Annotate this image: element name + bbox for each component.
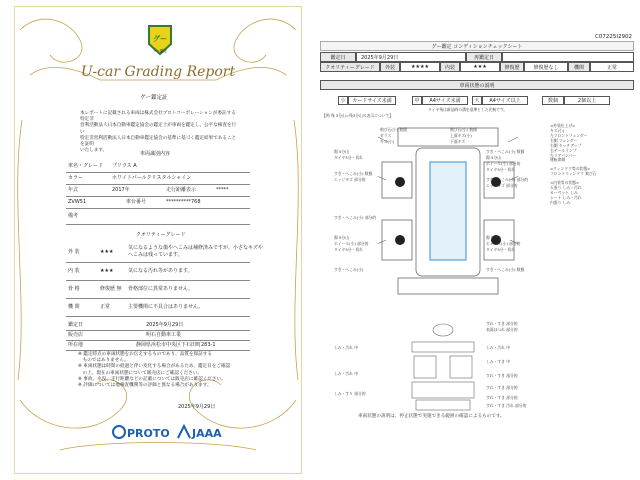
intro-line: 本レポートに記載される車両は株式会社プロトコーポレーションが委託する特定非 <box>80 111 236 123</box>
size-key: 小 <box>338 96 348 105</box>
mileage-label: 走行距離表示 <box>166 187 197 193</box>
footer-date: 2025年9月29日 <box>178 404 216 410</box>
callout: 傷 5分山 <box>486 235 502 240</box>
interior-callout: すれ・すき 部分的 <box>486 321 518 326</box>
note-line: ※ 事故、水没、走行距離などの記載については販売店に確認ください。 <box>78 376 226 382</box>
side-note: フロントウィンドウ 飛び石 <box>550 171 597 177</box>
quality-stars: ★★★ <box>100 249 114 255</box>
repair-value: 修復歴なし <box>524 62 568 72</box>
repair-label: 修復歴 <box>500 62 524 72</box>
model-value: ZVW51 <box>68 199 87 205</box>
callout: 上面キズ(小) <box>450 133 472 138</box>
callout: 傷 5分山 <box>334 149 350 154</box>
interior-callout: 表面ほつれ 部分的 <box>486 327 518 332</box>
interior-callout: すれ・すき 汚れ 部分的 <box>486 403 527 408</box>
quality-label: 機 関 <box>68 304 80 310</box>
side-notes <box>550 124 597 206</box>
callout: ホイール(小) 部分的 <box>334 241 369 246</box>
callout: すき・へこみ(小) 数個 <box>334 171 373 176</box>
grade-value: プリウス A <box>112 163 137 169</box>
exterior-stars: ★★★★ <box>400 62 440 72</box>
address-row <box>66 340 250 351</box>
size-value: 2個以上 <box>564 96 610 105</box>
note-line: ものではありません。 <box>78 358 129 364</box>
vehicle-row <box>66 208 250 225</box>
size-value: A4サイズ未満 <box>422 96 468 105</box>
callout: タイヤ5分・切れ <box>334 247 363 252</box>
year-label: 年式 <box>68 187 79 193</box>
callout: すき・へこみ(小) 部分的 <box>334 215 377 220</box>
note-line: ※ 評価については他検査機関等の評価と異なる場合があります。 <box>78 382 212 388</box>
callout: 傷 5分山 <box>486 155 502 160</box>
callout: すき・へこみ(小) 数個 <box>486 149 525 154</box>
legend-note: タイヤ残は新品時の溝を基準とした比較です。 <box>428 107 508 112</box>
side-note: 天張り しみ・汚れ <box>550 185 582 191</box>
quality-row-frame <box>66 280 250 299</box>
callout: タイヤ5分・切れ <box>486 167 515 172</box>
callout: 飛び石(小) 数個 <box>450 127 477 132</box>
interior-callout: しみ・汚れ 中 <box>486 345 510 350</box>
badge-label: グー鑑定 <box>153 49 167 53</box>
callout: 下面キズ <box>450 139 466 144</box>
interior-callout: しみ・すき 中 <box>486 359 510 364</box>
quality-text: 気になる汚れ等があります。 <box>128 268 193 274</box>
engine-value: 正常 <box>590 62 634 72</box>
condition-check-sheet <box>318 0 640 480</box>
side-note: 右側 フェンダー <box>550 137 578 143</box>
footer-note: 車両状態の説明は、停止状態で実施できる範囲の確認によるものです。 <box>358 414 505 419</box>
document-id: C07225I2902 <box>595 34 632 40</box>
quality-stars: 修復歴 無 <box>100 286 122 292</box>
legend-note: 【例 残 3分山=残3分山の表示について】 <box>322 113 394 118</box>
callout: 飛び石(小) 数個 <box>380 127 407 132</box>
interior-callout: すれ・すき 部分的 <box>486 385 518 390</box>
callout: エッジキズ 部分的 <box>486 183 518 188</box>
quality-row-exterior <box>66 242 263 263</box>
quality-stars: 正常 <box>100 304 111 310</box>
address-label: 所在地 <box>68 342 84 348</box>
quality-text: へこみは残っています。 <box>128 252 183 258</box>
car-interior-diagram <box>398 318 488 414</box>
svg-text:グー: グー <box>153 35 167 43</box>
side-note: 左リアバンパー <box>550 152 577 158</box>
interior-callout: しみ・汚れ 中 <box>334 345 358 350</box>
note-line: の上、現在の車両状態について販売店にご確認ください。 <box>78 370 202 376</box>
quality-text: 骨格部位に異常ありません。 <box>128 286 194 292</box>
callout: タイヤ5分・切れ <box>486 247 515 252</box>
certificate-title: グー鑑定証 <box>140 95 168 101</box>
exterior-label: 外装 <box>380 62 400 72</box>
side-note: キズ(小) <box>550 127 565 133</box>
proto-logo <box>112 424 172 444</box>
quality-label: 外 装 <box>68 249 80 255</box>
note-line: ※ 鑑定時点の車両状態をお伝えするものであり、品質を保証する <box>78 352 212 357</box>
date-value: 2025年9月29日 <box>356 52 466 62</box>
date-value: 2025年9月29日 <box>146 322 184 328</box>
quality-label: 内 装 <box>68 268 80 274</box>
quality-row-engine <box>66 298 250 317</box>
goo-badge <box>147 24 173 56</box>
engine-label: 機関 <box>568 62 590 72</box>
callout: すき・へこみ(小) 数個 <box>486 267 525 272</box>
size-key: 中 <box>412 96 422 105</box>
state-heading: 車両状態の説明 <box>320 80 634 90</box>
callout: ホイール(小) 部分的 <box>486 241 521 246</box>
size-value: A4サイズ以上 <box>482 96 528 105</box>
quality-heading: クオリティーグレード <box>136 232 186 238</box>
intro-line: いたします。 <box>80 148 108 154</box>
callout: ホイール(小) 部分的 <box>486 161 521 166</box>
note-line: ※ 車両状態は時間の経過と伴い変化する場合があるため、鑑定日をご確認 <box>78 364 231 370</box>
script-title: U-car Grading Report <box>80 64 236 80</box>
proto-logo-text: PROTO <box>127 427 170 440</box>
quality-row-interior <box>66 262 250 281</box>
interior-callout: しみ・汚れ 中 <box>334 371 358 376</box>
shop-value: 明石自動車工業 <box>146 332 182 338</box>
quality-label: クオリティーグレード <box>320 62 380 72</box>
size-key: 大 <box>472 96 482 105</box>
size-key: 数個 <box>542 96 564 105</box>
side-note: <内装等の状態> <box>550 180 580 186</box>
quality-text: 主要機関に不具合はありません。 <box>128 304 204 310</box>
side-note: <ウィンドウ等の状態> <box>550 166 591 172</box>
side-note: シート しみ・汚れ <box>550 194 582 200</box>
quality-stars: ★★★ <box>100 268 114 274</box>
interior-label: 内装 <box>440 62 460 72</box>
quality-label: 骨 格 <box>68 286 80 292</box>
jaaa-logo <box>176 424 226 444</box>
callout: エッジキズ 部分的 <box>334 177 366 182</box>
side-note: <外装仕上げ> <box>550 123 576 128</box>
side-note: 左フロントフェンダー <box>550 132 588 138</box>
side-note: 内張り しみ <box>550 199 571 205</box>
chassis-label: 車台番号 <box>126 199 147 205</box>
re-date-label: 再鑑定日 <box>466 52 502 62</box>
side-note: 右テールランプ <box>550 147 577 153</box>
side-note: カーペット しみ <box>550 190 578 196</box>
color-label: カラー <box>68 175 84 181</box>
quality-text: 気になるような傷やへこみは補修済みですが、小さなキズや <box>128 245 263 251</box>
date-label: 鑑定日 <box>320 52 356 62</box>
interior-callout: すれ・すき 部分的 <box>486 395 518 400</box>
callout: キズ(小) <box>380 139 395 144</box>
interior-callout: すれ・すき 部分的 <box>486 373 518 378</box>
callout: タイヤ5分・切れ <box>334 155 363 160</box>
remarks-label: 備考 <box>68 213 79 219</box>
callout: 傷 5分山 <box>334 235 350 240</box>
intro-line: 特定非営利活動法人日本自動車鑑定協会の基準に基づく鑑定結果であることを証明 <box>80 135 237 147</box>
intro-line: 営利活動法人日本自動車鑑定協会の鑑定士が車両を鑑定し、公平な検査を行い <box>80 123 237 135</box>
size-value: カードサイズ未満 <box>348 96 396 105</box>
intro-paragraph <box>80 111 240 154</box>
callout: すき・へこみ(小) <box>334 267 364 272</box>
callout: すき・へこみ(小) 部分的 <box>486 177 529 182</box>
notes-block <box>78 352 258 389</box>
color-value: ホワイトパールクリスタルシャイン <box>112 175 192 181</box>
interior-callout: しみ・すり 部分的 <box>334 391 366 396</box>
sheet-title: グー鑑定 コンディションチェックシート <box>320 41 634 51</box>
interior-stars: ★★★ <box>460 62 500 72</box>
chassis-value: **********768 <box>166 199 201 205</box>
mileage-value: ***** <box>216 187 229 193</box>
re-date-value <box>502 52 634 62</box>
address-value: 静岡県浜松市中央区下石田町283-1 <box>136 342 216 348</box>
side-note: 右側 タッチアップ <box>550 142 582 148</box>
shop-label: 販売店 <box>68 332 84 338</box>
callout: ガラス <box>380 133 392 138</box>
jaaa-logo-text: JAAA <box>192 427 222 440</box>
vehicle-heading: 車両識別内容 <box>140 151 171 157</box>
grading-certificate <box>0 0 316 480</box>
year-value: 2017年 <box>112 187 130 193</box>
grade-label: 車名・グレード <box>68 163 104 169</box>
date-label: 鑑定日 <box>68 322 84 328</box>
side-note: 運転席側 <box>550 157 566 163</box>
